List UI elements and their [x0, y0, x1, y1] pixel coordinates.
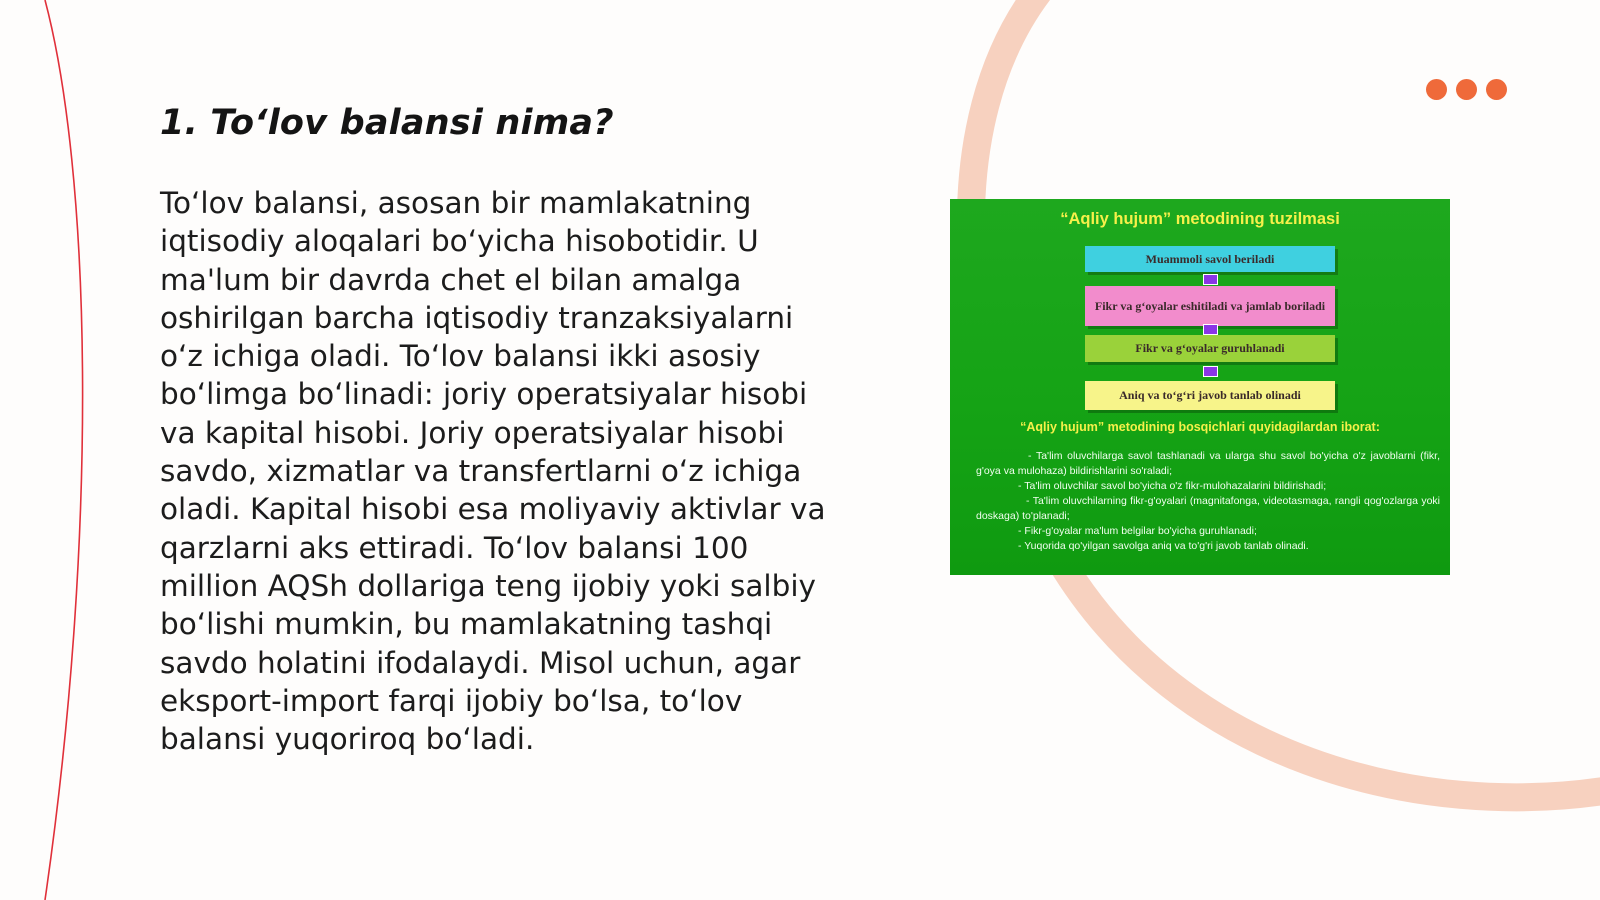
slide-body-text: To‘lov balansi, asosan bir mamlakatning iqtisodiy aloqalari bo‘yicha hisobotidir. U ma'lum bir davrda chet el bilan amalga oshirilgan barcha iqtisodiy tranzaksiyalarni o‘z ichiga oladi. To‘lov balansi ikki asosiy bo‘limga bo‘linadi: joriy operatsiyalar hisobi va kapital hisobi. Joriy operatsiyalar hisobi savdo, xizmatlar va transfertlarni o‘z ichiga oladi. Kapital hisobi esa moliyaviy aktivlar va qarzlarni aks ettiradi. To‘lov balansi 100 million AQSh dollariga teng ijobiy yoki salbiy bo‘lishi mumkin, bu mamlakatning tashqi savdo holatini ifodalaydi. Misol uchun, agar eksport-import farqi ijobiy bo‘lsa, to‘lov balansi yuqoriroq bo‘ladi.: [160, 186, 826, 757]
slide-title: 1. To‘lov balansi nima?: [160, 103, 614, 143]
diagram-step-4: Aniq va to‘g‘ri javob tanlab olinadi: [1085, 381, 1335, 410]
diagram-subtitle: “Aqliy hujum” metodining bosqichlari quyidagilardan iborat:: [1020, 420, 1380, 434]
list-item: - Ta'lim oluvchilar savol bo'yicha o'z fikr-mulohazalarini bildirishadi;: [1018, 480, 1327, 492]
list-item: - Ta'lim oluvchilarning fikr-g'oyalari (magnitafonga, videotasmaga, rangli qog'ozlarga yoki doskaga) to'planadi;: [976, 495, 1440, 522]
list-item: - Ta'lim oluvchilarga savol tashlanadi va ularga shu savol bo'yicha o'z javoblarni (fikr, g'oya va mulohaza) bildirishlarini so'raladi;: [976, 450, 1440, 477]
list-item: - Fikr-g'oyalar ma'lum belgilar bo'yicha guruhlanadi;: [1018, 525, 1257, 537]
dot-icon: [1426, 79, 1447, 100]
diagram-step-2: Fikr va g‘oyalar eshitiladi va jamlab boriladi: [1085, 286, 1335, 326]
list-item: - Yuqorida qo'yilgan savolga aniq va to'g'ri javob tanlab olinadi.: [1018, 540, 1309, 552]
diagram-step-1: Muammoli savol beriladi: [1085, 246, 1335, 272]
arrow-down-icon: [1203, 274, 1218, 285]
arrow-down-icon: [1203, 366, 1218, 377]
decorative-left-curve: [45, 0, 83, 900]
dot-icon: [1456, 79, 1477, 100]
dot-icon: [1486, 79, 1507, 100]
diagram-step-3: Fikr va g‘oyalar guruhlanadi: [1085, 335, 1335, 362]
decorative-dots: [1426, 79, 1507, 100]
brainstorm-diagram-image: [950, 199, 1450, 575]
diagram-list: [976, 449, 1440, 554]
arrow-down-icon: [1203, 324, 1218, 335]
diagram-title: “Aqliy hujum” metodining tuzilmasi: [1060, 210, 1340, 228]
